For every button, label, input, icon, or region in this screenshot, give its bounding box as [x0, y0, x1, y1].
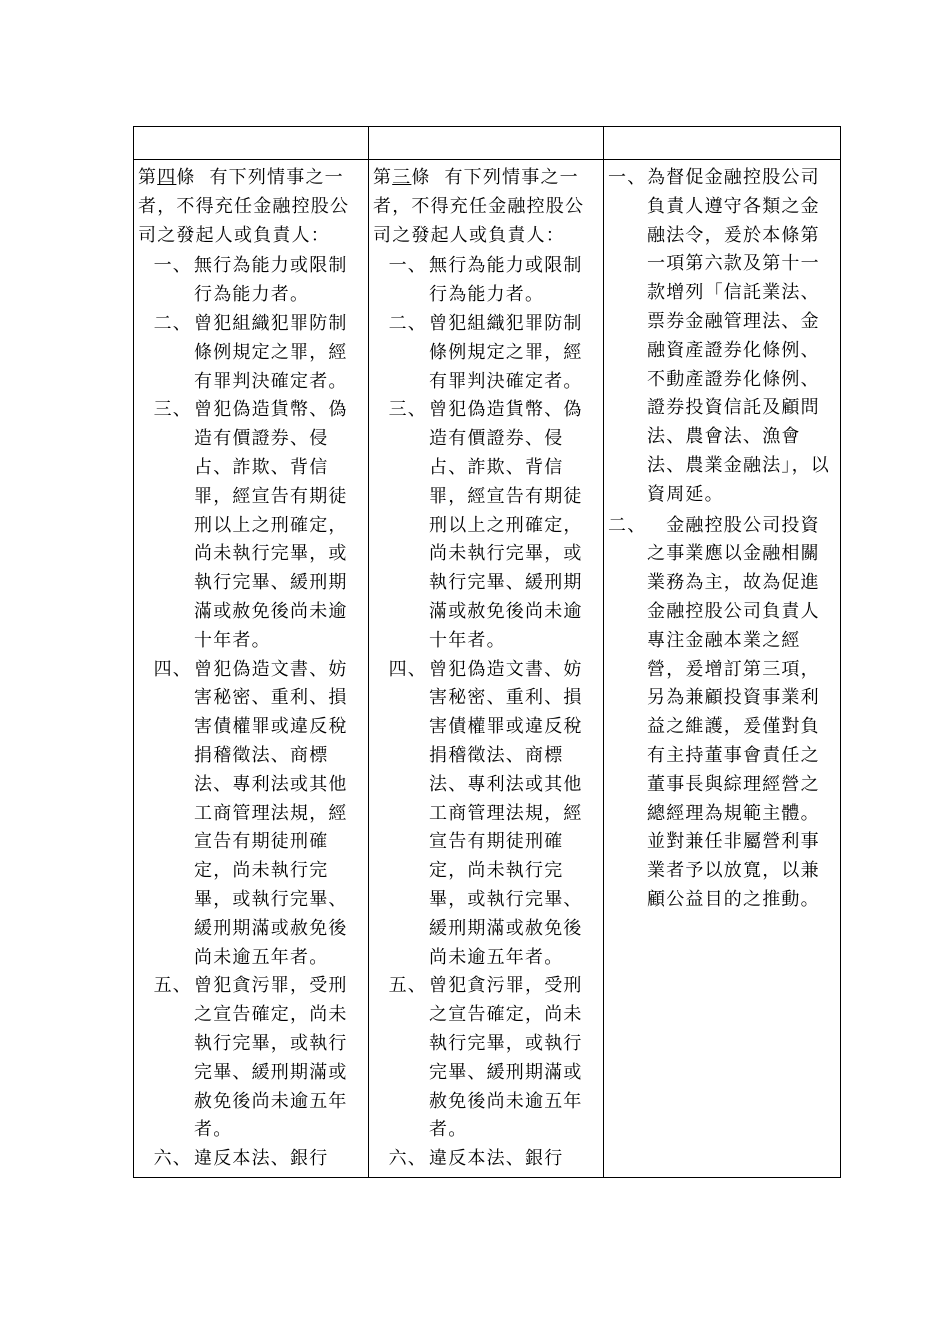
- article-intro-text: 有下列情事之一者，不得充任金融控股公司之發起人或負責人：: [373, 167, 585, 246]
- article-prefix: 第: [373, 167, 393, 188]
- list-item: 二、 金融控股公司投資之事業應以金融相關業務為主，故為促進金融控股公司負責人專注金融本業之經營，爰增訂第三項，另為兼顧投資事業利益之維護，爰僅對負有主持董事會責任之董事長與綜理經營之總經理為規範主體。並對兼任非屬營利事業者予以放寬，以兼顧公益目的之推動。: [608, 514, 820, 910]
- article-intro-text: 有下列情事之一者，不得充任金融控股公司之發起人或負責人：: [138, 167, 350, 246]
- list-item: 二、 曾犯組織犯罪防制條例規定之罪，經有罪判決確定者。: [153, 312, 348, 392]
- explanation: [604, 160, 840, 921]
- header-cell-amended: [134, 127, 369, 160]
- explanation-cell: [604, 160, 841, 1178]
- amended-article: [134, 160, 368, 1177]
- list-item: 四、 曾犯偽造文書、妨害秘密、重利、損害債權罪或違反稅捐稽徵法、商標法、專利法或其他工商管理法規，經宣告有期徒刑確定，尚未執行完畢，或執行完畢、緩刑期滿或赦免後尚未逾五年者。: [388, 658, 583, 968]
- list-item: 五、 曾犯貪污罪，受刑之宣告確定，尚未執行完畢，或執行完畢、緩刑期滿或赦免後尚未逾五年者。: [153, 975, 348, 1141]
- current-article: [369, 160, 603, 1177]
- article-suffix: 條: [411, 167, 431, 188]
- content-row: [134, 160, 841, 1178]
- amended-article-intro: [138, 164, 364, 250]
- list-item: 四、 曾犯偽造文書、妨害秘密、重利、損害債權罪或違反稅捐稽徵法、商標法、專利法或其他工商管理法規，經宣告有期徒刑確定，尚未執行完畢，或執行完畢、緩刑期滿或赦免後尚未逾五年者。: [153, 658, 348, 968]
- header-cell-current: [369, 127, 604, 160]
- list-item: 一、 無行為能力或限制行為能力者。: [153, 255, 348, 306]
- article-prefix: 第: [138, 167, 158, 188]
- amended-article-cell: [134, 160, 369, 1178]
- article-number: 三: [392, 167, 412, 188]
- list-item: 五、 曾犯貪污罪，受刑之宣告確定，尚未執行完畢，或執行完畢、緩刑期滿或赦免後尚未逾五年者。: [388, 975, 583, 1141]
- comparison-table: [133, 126, 841, 1178]
- list-item: 一、 為督促金融控股公司負責人遵守各類之金融法令，爰於本條第一項第六款及第十一款增列「信託業法、票券金融管理法、金融資產證券化條例、不動產證券化條例、證券投資信託及顧問法、農會法、漁會法、農業金融法」，以資周延。: [608, 167, 830, 505]
- list-item: 二、 曾犯組織犯罪防制條例規定之罪，經有罪判決確定者。: [388, 312, 583, 392]
- current-article-cell: [369, 160, 604, 1178]
- list-item: 六、 違反本法、銀行: [153, 1148, 329, 1170]
- list-item: 一、 無行為能力或限制行為能力者。: [388, 255, 583, 306]
- header-row: [134, 127, 841, 160]
- article-number: 四: [157, 167, 177, 188]
- current-article-intro: [373, 164, 599, 250]
- list-item: 三、 曾犯偽造貨幣、偽造有價證券、侵占、詐欺、背信罪，經宣告有期徒刑以上之刑確定，尚未執行完畢，或執行完畢、緩刑期滿或赦免後尚未逾十年者。: [153, 399, 348, 651]
- article-suffix: 條: [176, 167, 196, 188]
- list-item: 六、 違反本法、銀行: [388, 1148, 564, 1170]
- list-item: 三、 曾犯偽造貨幣、偽造有價證券、侵占、詐欺、背信罪，經宣告有期徒刑以上之刑確定，尚未執行完畢，或執行完畢、緩刑期滿或赦免後尚未逾十年者。: [388, 399, 583, 651]
- header-cell-explanation: [604, 127, 841, 160]
